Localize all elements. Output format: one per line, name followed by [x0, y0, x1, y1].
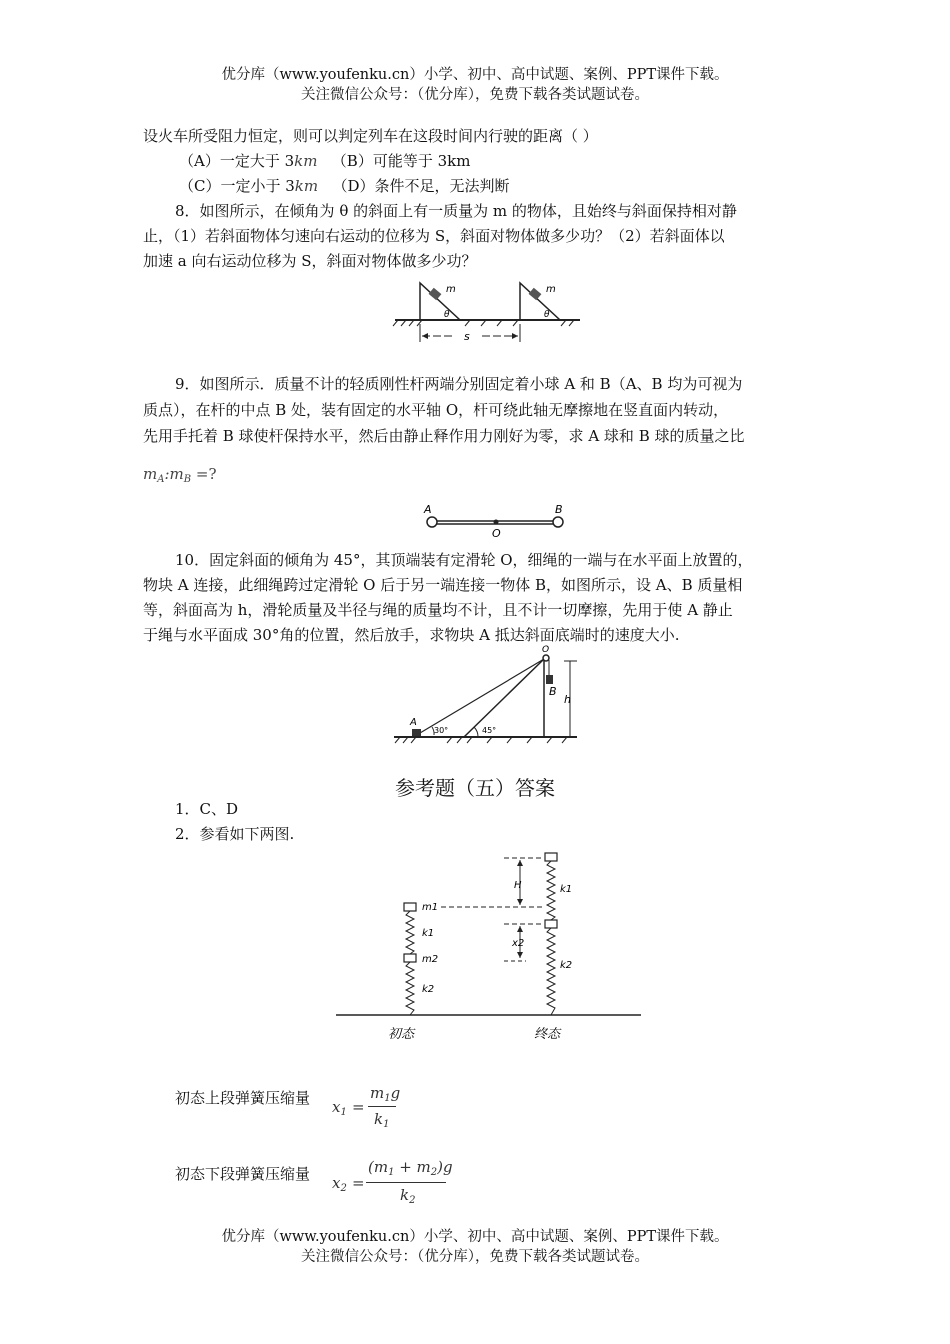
x2-formula — [332, 1158, 462, 1216]
q8-fig-m-label-2: m — [546, 284, 556, 295]
footer-line-2: 关注微信公众号：（优分库），免费下载各类试题试卷。 — [301, 1249, 649, 1265]
q9-ball-b — [553, 517, 563, 527]
fig-m2-label: m2 — [422, 954, 439, 965]
q10-pulley-o — [543, 655, 549, 661]
footer-line-1: 优分库（www.youfenku.cn）小学、初中、高中试题、案例、PPT课件下载。 — [221, 1229, 729, 1245]
answers-title: 参考题（五）答案 — [395, 776, 555, 800]
x2-num-sub2: 2 — [430, 1167, 438, 1178]
fig-k1-label-final: k1 — [560, 884, 573, 895]
fig-m1-label: m1 — [422, 902, 439, 913]
q7-option-b: （B）可能等于 3km — [331, 152, 471, 170]
x2-den-sub: 2 — [409, 1195, 416, 1206]
q9-rod-figure — [420, 500, 570, 540]
header-line-1: 优分库（www.youfenku.cn）小学、初中、高中试题、案例、PPT课件下载。 — [221, 67, 729, 83]
x2-num-close: )g — [437, 1158, 453, 1176]
q8-line-3: 加速 a 向右运动位移为 S，斜面对物体做多少功？ — [143, 252, 477, 270]
x1-lhs — [332, 1098, 347, 1118]
x1-label: 初态上段弹簧压缩量 — [175, 1089, 311, 1107]
x1-den-k: k — [374, 1110, 384, 1128]
answer-2: 2．参看如下两图. — [175, 825, 295, 843]
q8-fig-theta-label-1: θ — [444, 310, 450, 320]
x1-equals: = — [352, 1098, 365, 1116]
x1-num-g: g — [390, 1084, 401, 1102]
answer-2-spring-figure — [336, 850, 646, 1050]
q7-stem: 设火车所受阻力恒定，则可以判定列车在这段时间内行驶的距离（ ） — [143, 127, 598, 145]
header-line-2: 关注微信公众号：（优分库），免费下载各类试题试卷。 — [301, 87, 649, 103]
q10-line-3: 等，斜面高为 h，滑轮质量及半径与绳的质量均不计，且不计一切摩擦，先用于使 A 静止 — [143, 601, 733, 619]
q10-fig-45-label: 45° — [482, 726, 497, 735]
q10-pulley-figure — [392, 645, 587, 747]
x2-equals: = — [352, 1174, 365, 1192]
x2-lhs — [332, 1174, 347, 1194]
q8-incline-figure — [390, 278, 590, 348]
fig-initial-label: 初态 — [388, 1027, 415, 1042]
q10-line-4: 于绳与水平面成 30°角的位置，然后放手，求物块 A 抵达斜面底端时的速度大小. — [143, 626, 680, 644]
q10-fig-30-label: 30° — [434, 726, 449, 735]
q10-line-2: 物块 A 连接，此细绳跨过定滑轮 O 后于另一端连接一物体 B，如图所示，设 A、B 质量相 — [143, 576, 743, 594]
q8-line-2: 止，（1）若斜面物体匀速向右运动的位移为 S，斜面对物体做多少功？（2）若斜面体以 — [143, 227, 725, 245]
q8-line-1: 8．如图所示，在倾角为 θ 的斜面上有一质量为 m 的物体，且始终与斜面保持相对静 — [175, 202, 737, 220]
q9-ratio-sub-b: B — [183, 474, 192, 485]
x2-lhs-var: x — [332, 1174, 341, 1192]
fig-x2-label: x2 — [512, 938, 525, 949]
q7-options-ab — [179, 149, 849, 173]
q9-line-3: 先用手托着 B 球使杆保持水平，然后由静止释作用力刚好为零，求 A 球和 B 球的质量之比 — [143, 427, 745, 445]
q7-option-c: （C）一定小于 3 — [179, 177, 295, 195]
x1-formula — [332, 1084, 412, 1140]
q10-fig-h-label: h — [564, 693, 571, 706]
q9-ratio-m: m — [143, 465, 158, 483]
q9-fig-a-label: A — [424, 503, 432, 516]
x2-num-sub1: 1 — [388, 1167, 395, 1178]
fig-k1-label-initial: k1 — [422, 928, 435, 939]
x1-num-sub: 1 — [384, 1093, 391, 1104]
q9-axis-o — [494, 520, 499, 525]
x2-num-plus: + m — [394, 1158, 431, 1176]
x2-den-k: k — [400, 1186, 410, 1204]
x2-fraction-bar — [366, 1182, 446, 1183]
q8-fig-m-label-1: m — [446, 284, 456, 295]
q9-line-2: 质点），在杆的中点 B 处，装有固定的水平轴 O，杆可绕此轴无摩擦地在竖直面内转动， — [143, 401, 729, 419]
x1-den-sub: 1 — [383, 1119, 390, 1130]
fig-final-label: 终态 — [534, 1027, 561, 1042]
q7-option-c-unit: km — [294, 177, 319, 195]
q7-option-d: （D）条件不足，无法判断 — [332, 177, 510, 195]
x2-numerator — [368, 1158, 453, 1178]
x1-numerator — [370, 1084, 400, 1104]
q9-ball-a — [427, 517, 437, 527]
x2-label: 初态下段弹簧压缩量 — [175, 1165, 311, 1183]
q10-fig-b-label: B — [549, 685, 557, 698]
x1-lhs-var: x — [332, 1098, 341, 1116]
q9-fig-b-label: B — [555, 503, 563, 516]
q10-block-a — [412, 729, 421, 736]
q10-fig-a-label: A — [410, 717, 417, 728]
q9-line-1: 9．如图所示．质量不计的轻质刚性杆两端分别固定着小球 A 和 B（A、B 均为可视为 — [175, 375, 743, 393]
q7-option-a-unit: km — [294, 152, 318, 170]
q10-fig-o-label: O — [542, 645, 550, 655]
q10-line-1: 10．固定斜面的倾角为 45°，其顶端装有定滑轮 O，细绳的一端与在水平面上放置的， — [175, 551, 753, 569]
q9-ratio-colon: :m — [164, 465, 184, 483]
q7-option-a: （A）一定大于 3 — [179, 152, 295, 170]
answer-1: 1．C、D — [175, 800, 239, 818]
x1-denominator — [374, 1110, 389, 1130]
fig-H-label: H — [514, 880, 522, 891]
x2-denominator — [400, 1186, 415, 1206]
x1-lhs-sub: 1 — [340, 1107, 347, 1118]
q8-fig-theta-label-2: θ — [544, 310, 550, 320]
q10-block-b — [546, 675, 553, 684]
q9-fig-o-label: O — [492, 527, 501, 540]
q7-options-cd — [179, 174, 849, 198]
q9-ratio-sub-a: A — [157, 474, 165, 485]
x2-num-open: (m — [368, 1158, 389, 1176]
fig-k2-label-initial: k2 — [422, 984, 435, 995]
fig-k2-label-final: k2 — [560, 960, 573, 971]
x2-lhs-sub: 2 — [340, 1183, 347, 1194]
x1-fraction-bar — [368, 1106, 396, 1107]
q9-mass-ratio — [143, 462, 813, 492]
q9-ratio-tail: =? — [195, 465, 217, 483]
x1-num-m: m — [370, 1084, 385, 1102]
q8-fig-s-label: s — [464, 330, 470, 343]
